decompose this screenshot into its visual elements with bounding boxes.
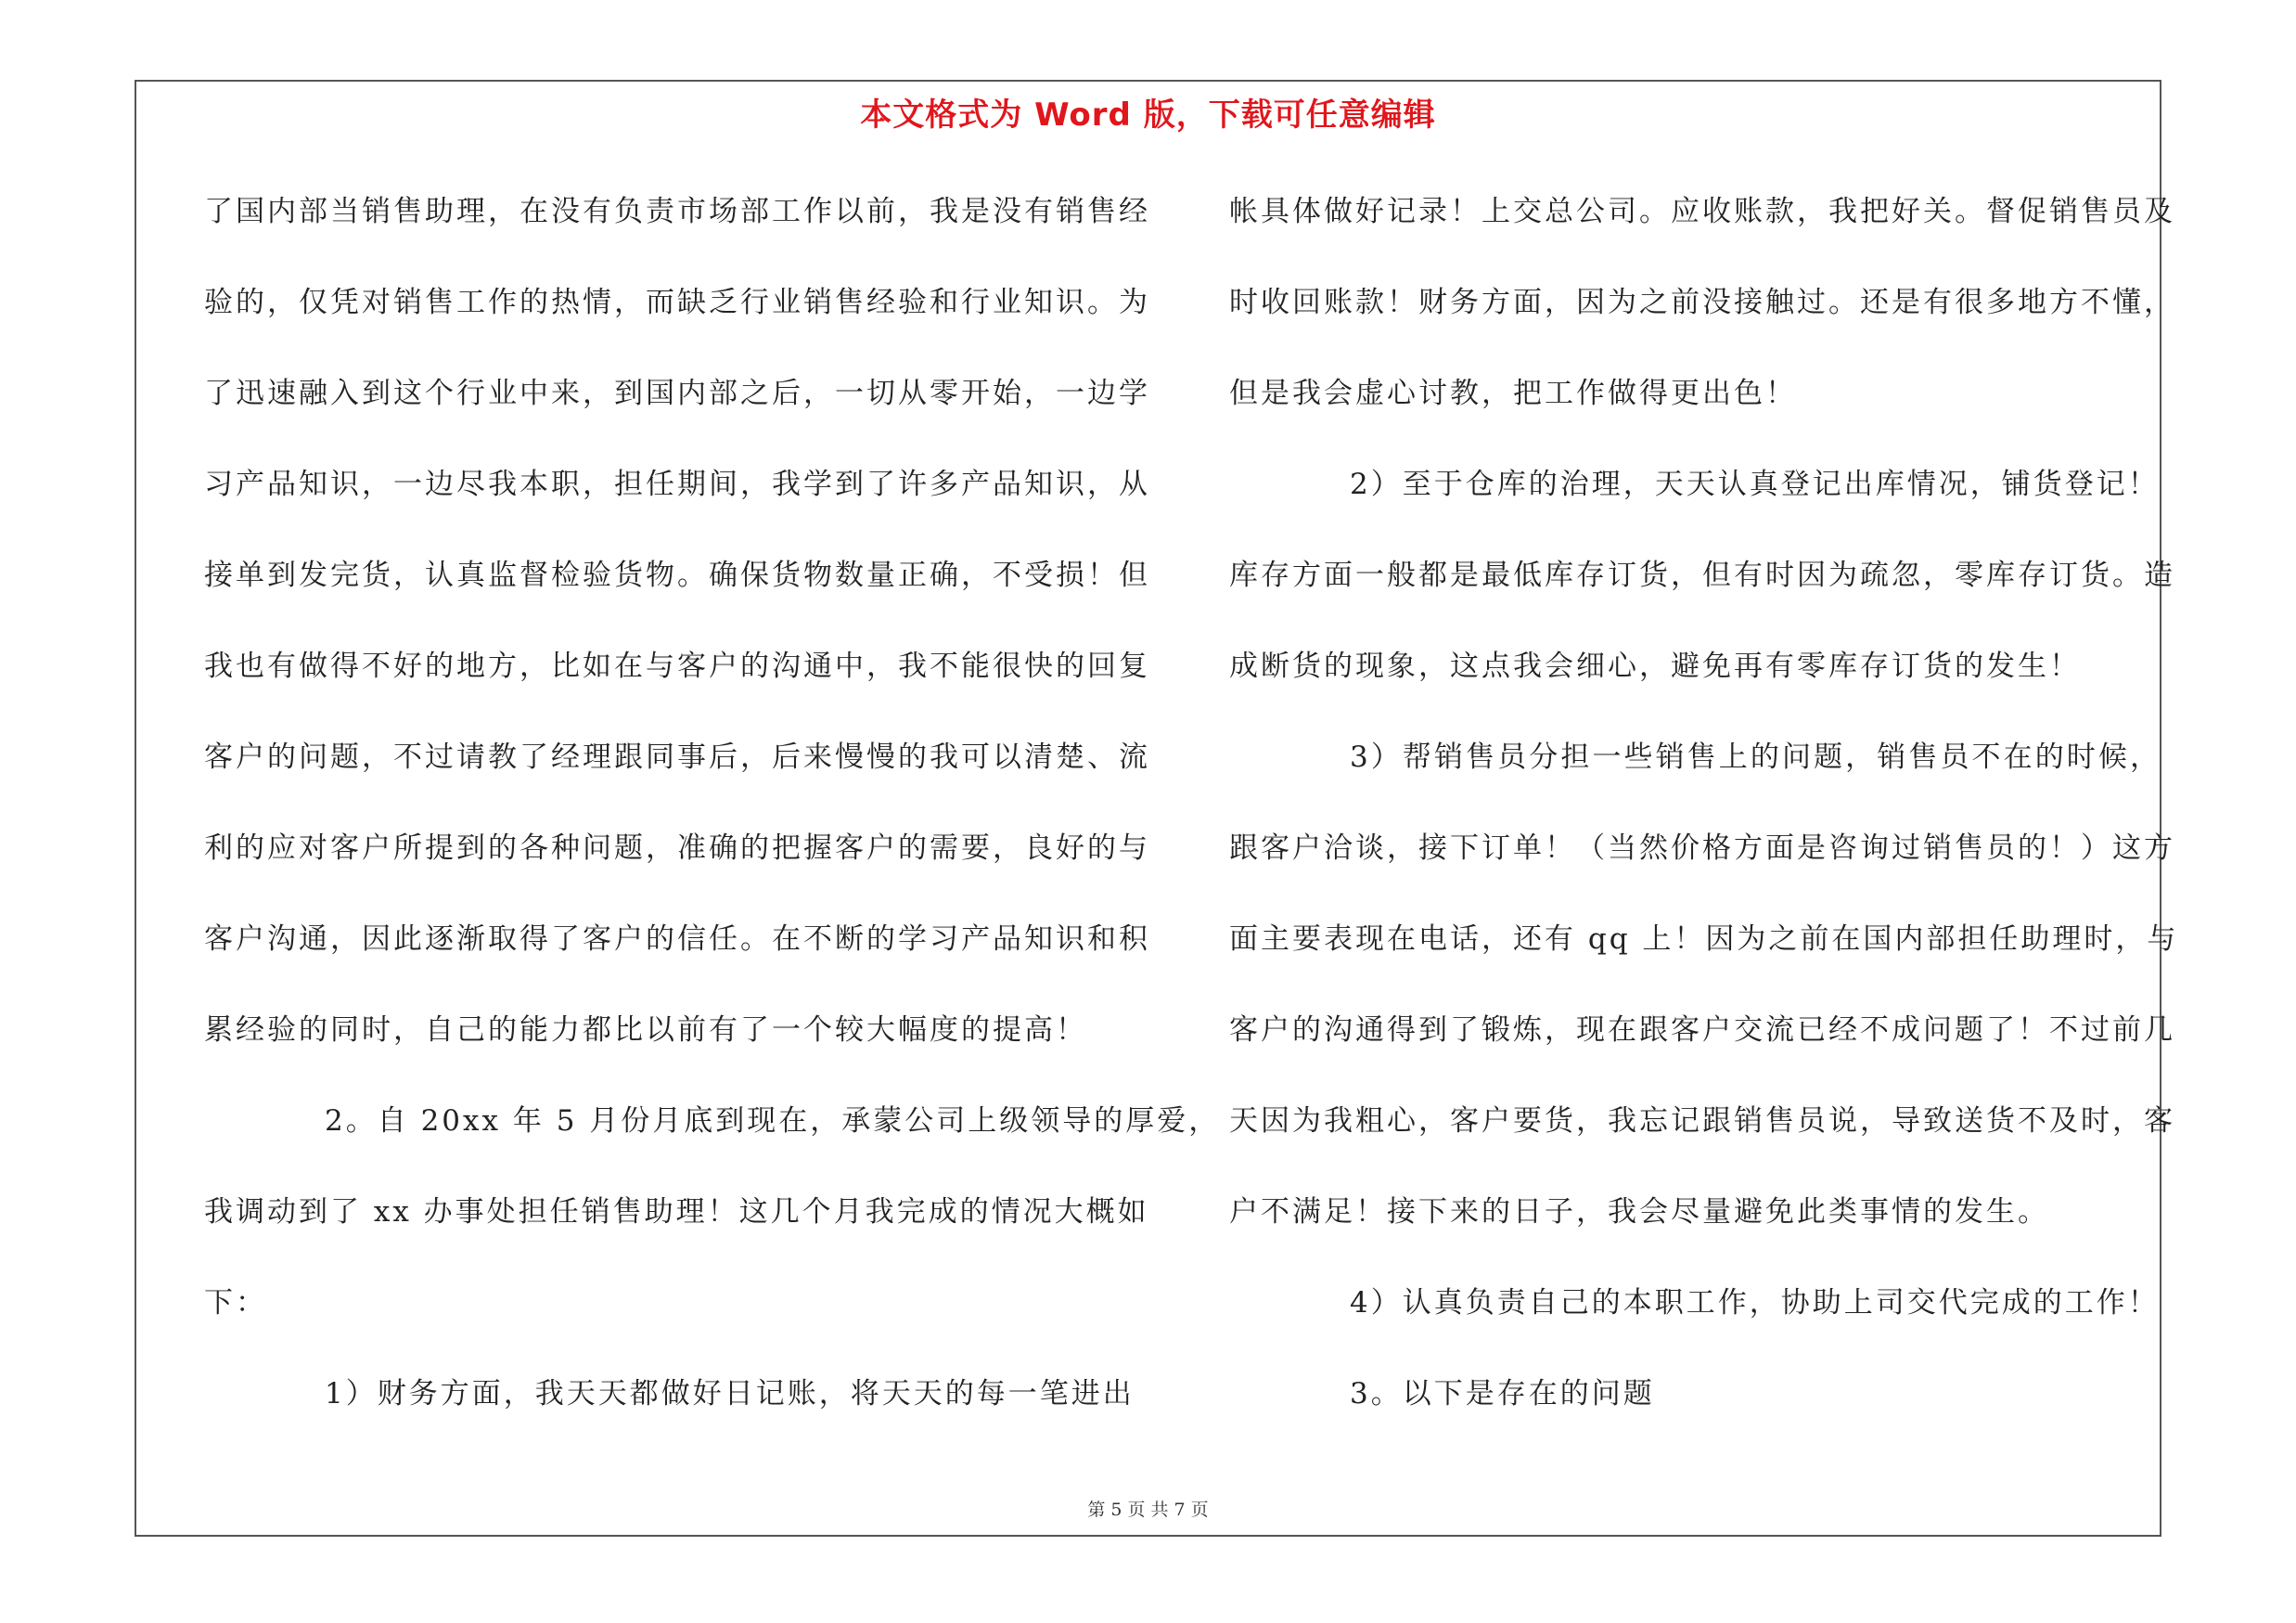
text-line: 利的应对客户所提到的各种问题，准确的把握客户的需要，良好的与 <box>204 831 1150 865</box>
text-line: 客户沟通，因此逐渐取得了客户的信任。在不断的学习产品知识和积 <box>204 922 1150 956</box>
text-line: 1）财务方面，我天天都做好日记账，将天天的每一笔进出 <box>325 1377 1135 1410</box>
left-text-column <box>204 186 1221 1459</box>
text-line: 4）认真负责自己的本职工作，协助上司交代完成的工作！ <box>1350 1286 2160 1320</box>
editable-notice-banner: 本文格式为 Word 版，下载可任意编辑 <box>860 97 1436 134</box>
text-line: 面主要表现在电话，还有 qq 上！因为之前在国内部担任助理时，与 <box>1229 922 2179 956</box>
text-line: 累经验的同时，自己的能力都比以前有了一个较大幅度的提高！ <box>204 1013 1087 1047</box>
text-line: 3。以下是存在的问题 <box>1350 1377 1655 1410</box>
text-line: 我调动到了 xx 办事处担任销售助理！这几个月我完成的情况大概如 <box>204 1195 1149 1229</box>
text-line: 接单到发完货，认真监督检验货物。确保货物数量正确，不受损！但 <box>204 559 1150 592</box>
text-line: 了迅速融入到这个行业中来，到国内部之后，一切从零开始，一边学 <box>204 377 1150 410</box>
text-line: 了国内部当销售助理，在没有负责市场部工作以前，我是没有销售经 <box>204 195 1150 228</box>
text-line: 客户的问题，不过请教了经理跟同事后，后来慢慢的我可以清楚、流 <box>204 741 1150 774</box>
right-text-column <box>1229 186 2179 1459</box>
text-line: 时收回账款！财务方面，因为之前没接触过。还是有很多地方不懂， <box>1229 286 2175 319</box>
text-line: 库存方面一般都是最低库存订货，但有时因为疏忽，零库存订货。造 <box>1229 559 2175 592</box>
text-line: 我也有做得不好的地方，比如在与客户的沟通中，我不能很快的回复 <box>204 650 1150 683</box>
text-line: 客户的沟通得到了锻炼，现在跟客户交流已经不成问题了！不过前几 <box>1229 1013 2175 1047</box>
text-line: 验的，仅凭对销售工作的热情，而缺乏行业销售经验和行业知识。为 <box>204 286 1150 319</box>
text-line: 2。自 20xx 年 5 月份月底到现在，承蒙公司上级领导的厚爱， <box>325 1104 1221 1138</box>
page-number-footer: 第 5 页 共 7 页 <box>1087 1500 1209 1520</box>
text-line: 但是我会虚心讨教，把工作做得更出色！ <box>1229 377 1797 410</box>
text-line: 天因为我粗心，客户要货，我忘记跟销售员说，导致送货不及时，客 <box>1229 1104 2175 1138</box>
text-line: 帐具体做好记录！上交总公司。应收账款，我把好关。督促销售员及 <box>1229 195 2175 228</box>
text-line: 2）至于仓库的治理，天天认真登记出库情况，铺货登记！ <box>1350 468 2160 501</box>
text-line: 户不满足！接下来的日子，我会尽量避免此类事情的发生。 <box>1229 1195 2049 1229</box>
text-line: 下： <box>204 1286 267 1320</box>
text-line: 3）帮销售员分担一些销售上的问题，销售员不在的时候， <box>1350 741 2161 774</box>
text-line: 习产品知识，一边尽我本职，担任期间，我学到了许多产品知识，从 <box>204 468 1150 501</box>
text-line: 跟客户洽谈，接下订单！（当然价格方面是咨询过销售员的！）这方 <box>1229 831 2175 865</box>
text-line: 成断货的现象，这点我会细心，避免再有零库存订货的发生！ <box>1229 650 2081 683</box>
